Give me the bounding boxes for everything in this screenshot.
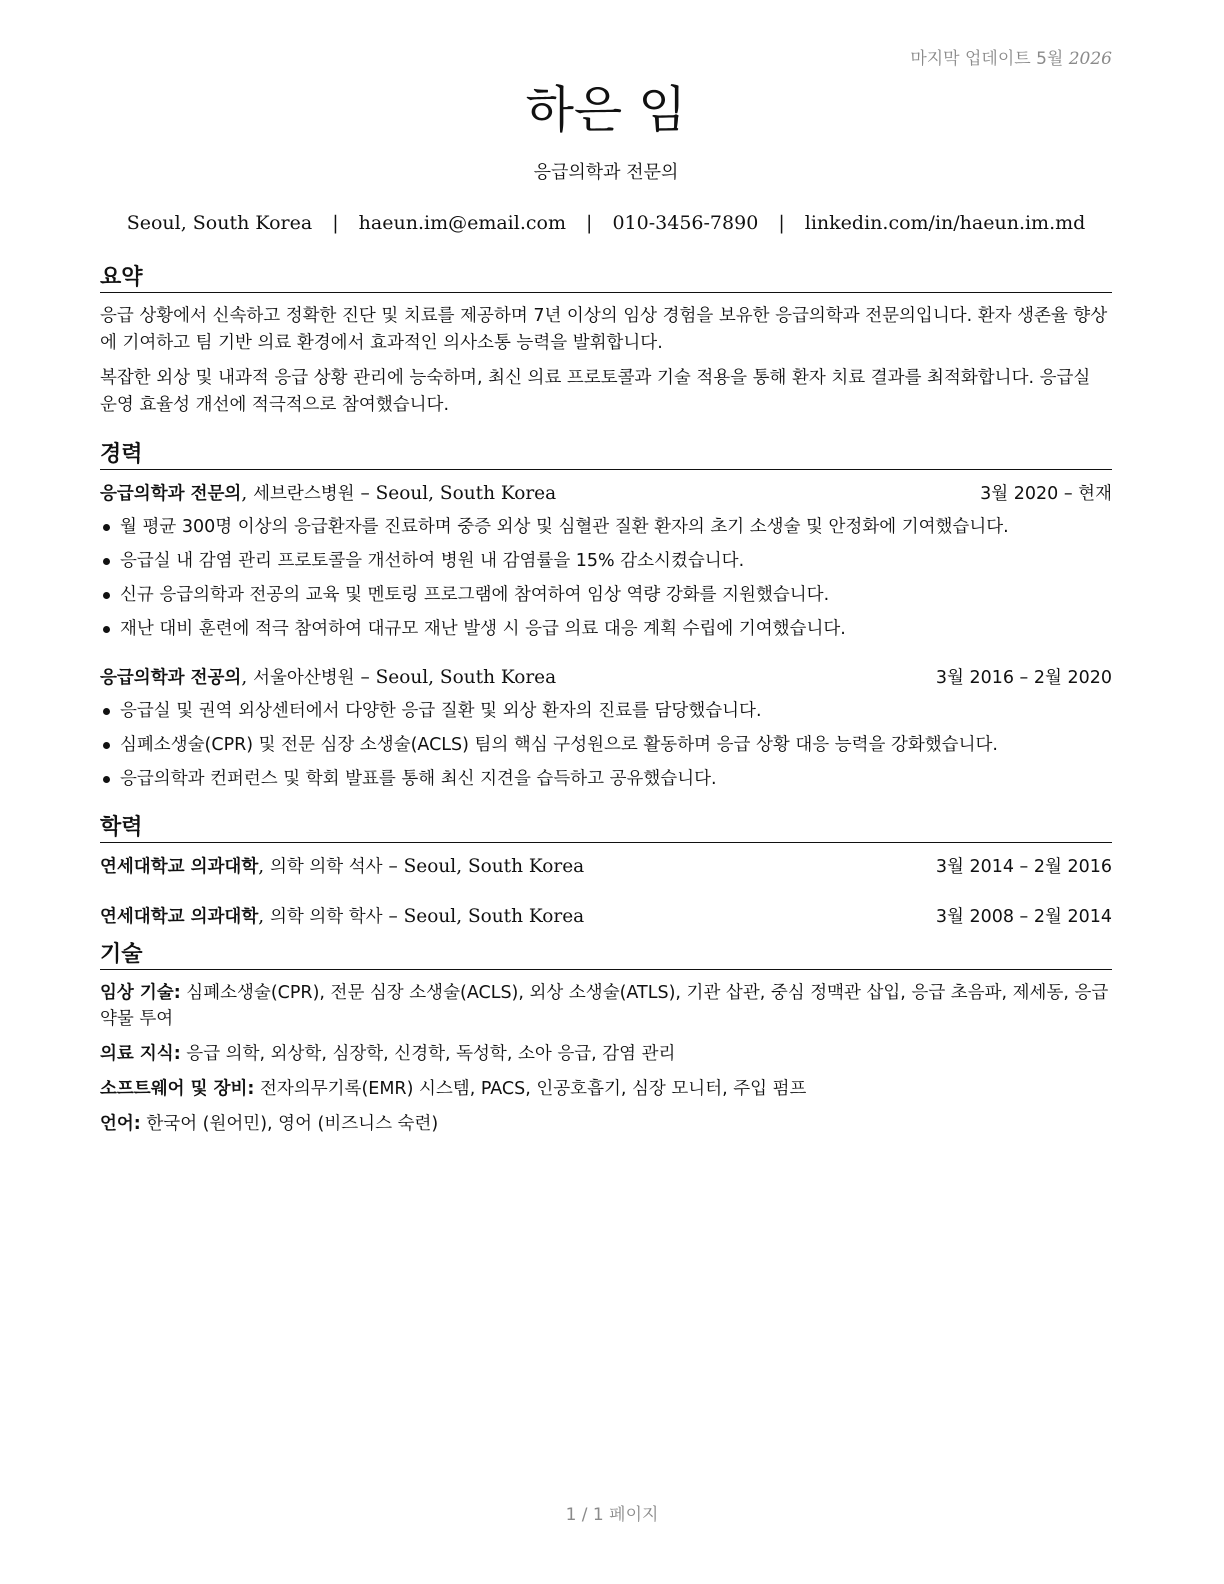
list-item: 재난 대비 훈련에 적극 참여하여 대규모 재난 발생 시 응급 의료 대응 계획 수립에 기여했습니다. [100, 612, 1112, 646]
education-entry: 연세대학교 의과대학, 의학 의학 학사 – Seoul, South Korea 3월 2008 – 2월 2014 [100, 903, 1112, 931]
job-entry [100, 664, 1112, 796]
education-entry: 연세대학교 의과대학, 의학 의학 석사 – Seoul, South Korea 3월 2014 – 2월 2016 [100, 853, 1112, 881]
education-degree: 의학 의학 석사 [270, 857, 383, 877]
skill-label: 의료 지식: [100, 1044, 181, 1064]
education-school: 연세대학교 의과대학 [100, 907, 259, 927]
education-school: 연세대학교 의과대학 [100, 857, 259, 877]
contact-phone: 010-3456-7890 [612, 212, 759, 234]
job-header: 응급의학과 전문의, 세브란스병원 – Seoul, South Korea 3월 2020 – 현재 [100, 480, 1112, 508]
section-title-skills: 기술 [100, 937, 1112, 970]
job-dates: 3월 2020 – 현재 [980, 484, 1112, 504]
job-dates: 3월 2016 – 2월 2020 [935, 668, 1112, 688]
skill-value: 전자의무기록(EMR) 시스템, PACS, 인공호흡기, 심장 모니터, 주입 펌프 [260, 1079, 807, 1099]
job-employer: 서울아산병원 [253, 668, 355, 688]
list-item: 신규 응급의학과 전공의 교육 및 멘토링 프로그램에 참여하여 임상 역량 강화를 지원했습니다. [100, 578, 1112, 612]
job-position: 응급의학과 전문의 [100, 484, 242, 504]
skill-value: 한국어 (원어민), 영어 (비즈니스 숙련) [146, 1114, 439, 1134]
contact-line [100, 212, 1112, 234]
job-bullets [100, 694, 1112, 796]
job-entry [100, 480, 1112, 646]
skill-label: 임상 기술: [100, 983, 181, 1003]
page-number: 1 / 1 페이지 [565, 1505, 659, 1525]
job-location: – Seoul, South Korea [360, 483, 557, 504]
list-item: 심폐소생술(CPR) 및 전문 심장 소생술(ACLS) 팀의 핵심 구성원으로 활동하며 응급 상황 대응 능력을 강화했습니다. [100, 728, 1112, 762]
resume-page [100, 40, 1112, 1146]
list-item: 월 평균 300명 이상의 응급환자를 진료하며 중증 외상 및 심혈관 질환 환자의 초기 소생술 및 안정화에 기여했습니다. [100, 510, 1112, 544]
candidate-role: 응급의학과 전문의 [533, 162, 679, 183]
summary-paragraph: 복잡한 외상 및 내과적 응급 상황 관리에 능숙하며, 최신 의료 프로토콜과 기술 적용을 통해 환자 치료 결과를 최적화합니다. 응급실 운영 효율성 개선에 적극적으로 참여했습니다. [100, 368, 1091, 415]
skill-line [100, 1076, 1112, 1102]
skill-line [100, 1041, 1112, 1067]
last-updated [100, 44, 1112, 70]
job-employer: 세브란스병원 [253, 484, 355, 504]
candidate-name: 하은 임 [525, 81, 687, 139]
skill-value: 응급 의학, 외상학, 심장학, 신경학, 독성학, 소아 응급, 감염 관리 [186, 1044, 676, 1064]
last-updated-month: 5월 [1036, 49, 1064, 69]
section-title-summary: 요약 [100, 260, 1112, 293]
skill-label: 소프트웨어 및 장비: [100, 1079, 255, 1099]
contact-location: Seoul, South Korea [126, 212, 313, 234]
education-location: – Seoul, South Korea [388, 856, 585, 877]
job-header: 응급의학과 전공의, 서울아산병원 – Seoul, South Korea 3월 2016 – 2월 2020 [100, 664, 1112, 692]
contact-separator: | [586, 212, 593, 234]
contact-email[interactable]: haeun.im@email.com [358, 212, 566, 234]
education-dates: 3월 2014 – 2월 2016 [935, 857, 1112, 877]
section-title-education: 학력 [100, 810, 1112, 843]
job-bullets [100, 510, 1112, 646]
education-degree: 의학 의학 학사 [270, 907, 383, 927]
list-item: 응급의학과 컨퍼런스 및 학회 발표를 통해 최신 지견을 습득하고 공유했습니다. [100, 762, 1112, 796]
skill-value: 심폐소생술(CPR), 전문 심장 소생술(ACLS), 외상 소생술(ATLS), 기관 삽관, 중심 정맥관 삽입, 응급 초음파, 제세동, 응급 약물 투여 [100, 983, 1109, 1029]
last-updated-year: 2026 [1068, 49, 1112, 69]
skill-line [100, 980, 1112, 1032]
job-location: – Seoul, South Korea [360, 667, 557, 688]
education-dates: 3월 2008 – 2월 2014 [935, 907, 1112, 927]
education-location: – Seoul, South Korea [388, 906, 585, 927]
contact-separator: | [332, 212, 339, 234]
skill-label: 언어: [100, 1114, 141, 1134]
last-updated-label: 마지막 업데이트 [910, 49, 1031, 69]
summary-paragraph: 응급 상황에서 신속하고 정확한 진단 및 치료를 제공하며 7년 이상의 임상 경험을 보유한 응급의학과 전문의입니다. 환자 생존율 향상에 기여하고 팀 기반 의료 환경에서 효과적인 의사소통 능력을 발휘합니다. [100, 306, 1108, 353]
skill-line [100, 1111, 1112, 1137]
list-item: 응급실 및 권역 외상센터에서 다양한 응급 질환 및 외상 환자의 진료를 담당했습니다. [100, 694, 1112, 728]
section-title-experience: 경력 [100, 437, 1112, 470]
contact-separator: | [778, 212, 785, 234]
job-position: 응급의학과 전공의 [100, 668, 242, 688]
list-item: 응급실 내 감염 관리 프로토콜을 개선하여 병원 내 감염률을 15% 감소시켰습니다. [100, 544, 1112, 578]
contact-linkedin[interactable]: linkedin.com/in/haeun.im.md [804, 212, 1086, 234]
